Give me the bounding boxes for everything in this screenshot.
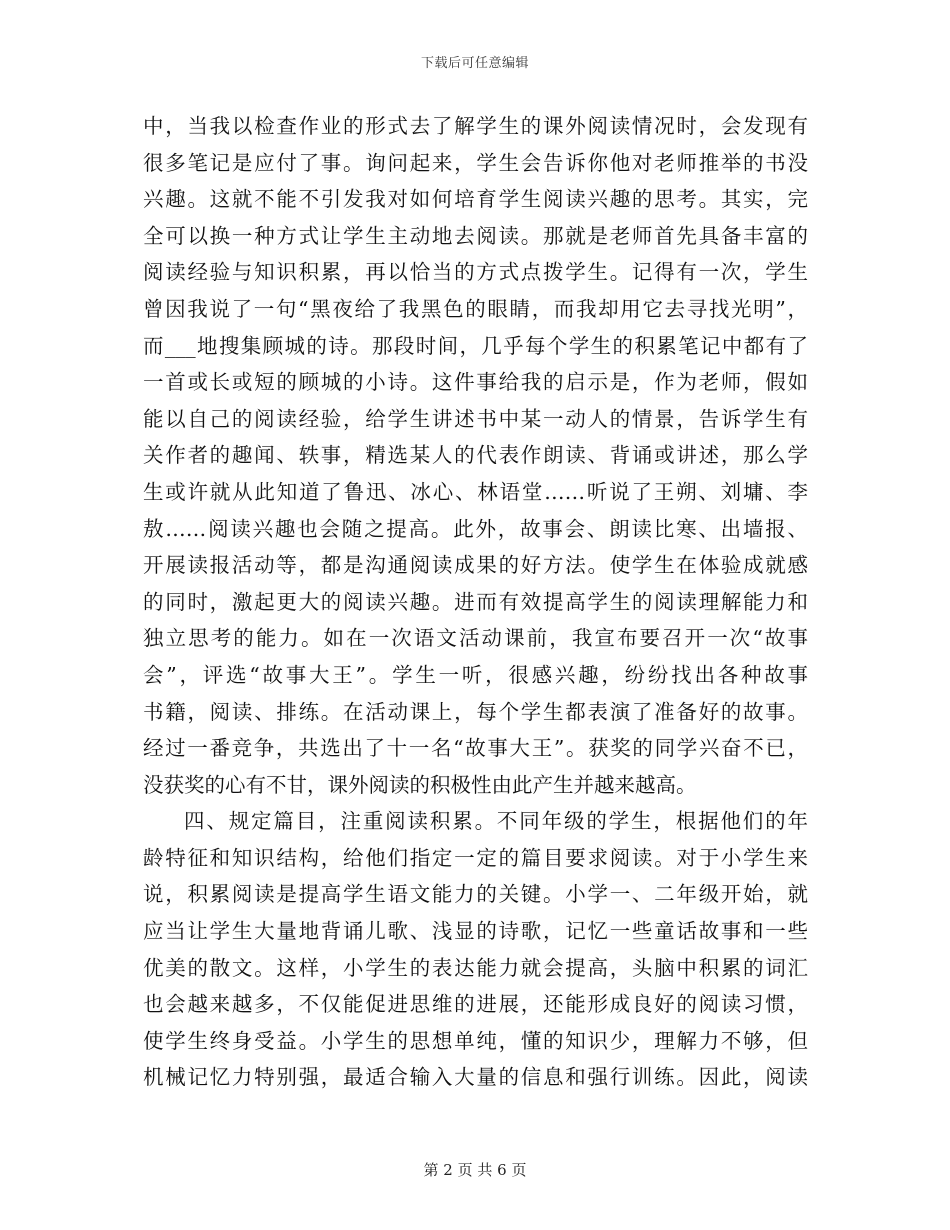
text-line: 曾因我说了一句“黑夜给了我黑色的眼睛，而我却用它去寻找光明”， [143,296,808,321]
text-line: 而___地搜集顾城的诗。那段时间，几乎每个学生的积累笔记中都有了 [143,333,808,358]
text-line: 中，当我以检查作业的形式去了解学生的课外阅读情况时，会发现有 [143,114,808,138]
text-line: 独立思考的能力。如在一次语文活动课前，我宣布要召开一次“故事 [143,626,808,651]
text-line: 敖……阅读兴趣也会随之提高。此外，故事会、朗读比寒、出墙报、 [143,516,808,541]
text-line: 龄特征和知识结构，给他们指定一定的篇目要求阅读。对于小学生来 [143,845,808,870]
text-line: 没获奖的心有不甘，课外阅读的积极性由此产生并越来越高。 [143,772,697,797]
text-line: 的同时，激起更大的阅读兴趣。进而有效提高学生的阅读理解能力和 [143,589,808,614]
text-line: 机械记忆力特别强，最适合输入大量的信息和强行训练。因此，阅读 [143,1065,808,1090]
text-line: 经过一番竞争，共选出了十一名“故事大王”。获奖的同学兴奋不已， [143,736,808,761]
text-line: 全可以换一种方式让学生主动地去阅读。那就是老师首先具备丰富的 [143,223,808,248]
text-line: 阅读经验与知识积累，再以恰当的方式点拨学生。记得有一次，学生 [143,260,808,285]
text-line: 使学生终身受益。小学生的思想单纯，懂的知识少，理解力不够，但 [143,1028,808,1053]
page-number: 第 2 页 共 6 页 [423,1161,527,1179]
text-line: 优美的散文。这样，小学生的表达能力就会提高，头脑中积累的词汇 [143,955,808,980]
text-line: 很多笔记是应付了事。询问起来，学生会告诉你他对老师推举的书没 [143,150,808,175]
section-heading-line: 四、规定篇目，注重阅读积累。不同年级的学生，根据他们的年 [184,809,808,834]
text-line: 能以自己的阅读经验，给学生讲述书中某一动人的情景，告诉学生有 [143,406,808,431]
text-line: 一首或长或短的顾城的小诗。这件事给我的启示是，作为老师，假如 [143,370,808,395]
text-line: 书籍，阅读、排练。在活动课上，每个学生都表演了准备好的故事。 [143,699,808,724]
page-header: 下载后可任意编辑 [420,56,529,71]
text-line: 会”，评选“故事大王”。学生一听，很感兴趣，纷纷找出各种故事 [143,662,808,687]
text-line: 也会越来越多，不仅能促进思维的进展，还能形成良好的阅读习惯， [143,992,808,1017]
text-line: 开展读报活动等，都是沟通阅读成果的好方法。使学生在体验成就感 [143,553,808,578]
text-line: 生或许就从此知道了鲁迅、冰心、林语堂……听说了王朔、刘墉、李 [143,479,808,504]
text-line: 说，积累阅读是提高学生语文能力的关键。小学一、二年级开始，就 [143,882,808,907]
text-line: 应当让学生大量地背诵儿歌、浅显的诗歌，记忆一些童话故事和一些 [143,919,808,944]
text-line: 兴趣。这就不能不引发我对如何培育学生阅读兴趣的思考。其实，完 [143,187,808,212]
text-line: 关作者的趣闻、轶事，精选某人的代表作朗读、背诵或讲述，那么学 [143,443,808,468]
document-body [143,108,808,1096]
